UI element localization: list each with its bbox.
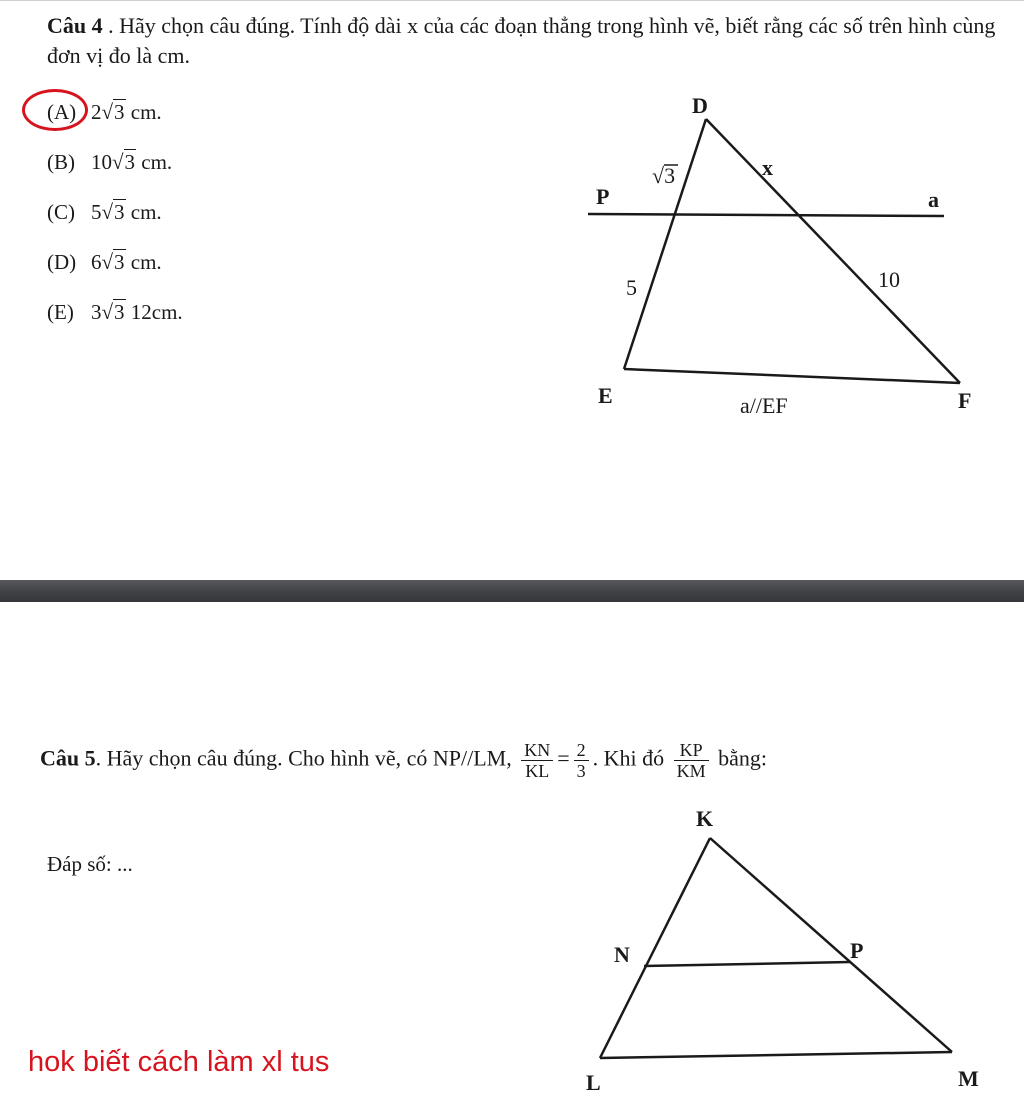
label-d: D xyxy=(692,93,708,118)
segment-df xyxy=(706,119,960,383)
triangle-klm-figure xyxy=(560,800,1000,1094)
label-five: 5 xyxy=(626,275,637,300)
label-p: P xyxy=(596,184,610,209)
option-b: (B) 10√3 cm. xyxy=(47,150,173,174)
segment-lm xyxy=(600,1052,952,1058)
page-separator xyxy=(0,580,1024,602)
segment-ef xyxy=(624,369,960,383)
segment-km xyxy=(710,838,952,1052)
question-5-text: Câu 5. Hãy chọn câu đúng. Cho hình vẽ, có NP//LM, $\frac{KN}{KL}$ = $\frac{2}{3}$ . Khi đó $\frac{KP}{KM}$ bằng: xyxy=(40,740,768,781)
label-sqrt3: √3 xyxy=(652,163,676,188)
fraction-kn-kl: $\frac{KN}{KL}$ xyxy=(521,740,553,781)
fraction-kp-km: $\frac{KP}{KM}$ xyxy=(674,740,709,781)
line-a xyxy=(588,214,944,216)
segment-de xyxy=(624,119,706,369)
label-ten: 10 xyxy=(878,267,900,292)
question-4-text: Câu 4 . Hãy chọn câu đúng. Tính độ dài x của các đoạn thẳng trong hình vẽ, biết rằng các số trên hình cùng đơn vị đo là cm. xyxy=(47,13,996,68)
option-a: (A) 2√3 cm. xyxy=(47,100,162,124)
label-parallel: a//EF xyxy=(740,393,788,418)
handwritten-comment: hok biết cách làm xl tus xyxy=(28,1046,330,1078)
label-e: E xyxy=(598,383,613,408)
option-d: (D) 6√3 cm. xyxy=(47,250,162,274)
label-k: K xyxy=(696,806,714,831)
label-p2: P xyxy=(850,938,864,963)
option-e: (E) 3√3 12cm. xyxy=(47,300,183,324)
segment-np xyxy=(644,962,850,966)
label-m: M xyxy=(958,1066,979,1091)
label-a: a xyxy=(928,187,939,212)
fraction-2-3: $\frac{2}{3}$ xyxy=(574,740,589,781)
label-f: F xyxy=(958,388,972,413)
label-n: N xyxy=(614,942,630,967)
label-x: x xyxy=(762,155,773,180)
triangle-def-figure xyxy=(560,91,980,421)
option-c: (C) 5√3 cm. xyxy=(47,200,162,224)
answer-line: Đáp số: ... xyxy=(47,852,133,876)
label-l: L xyxy=(586,1070,601,1094)
